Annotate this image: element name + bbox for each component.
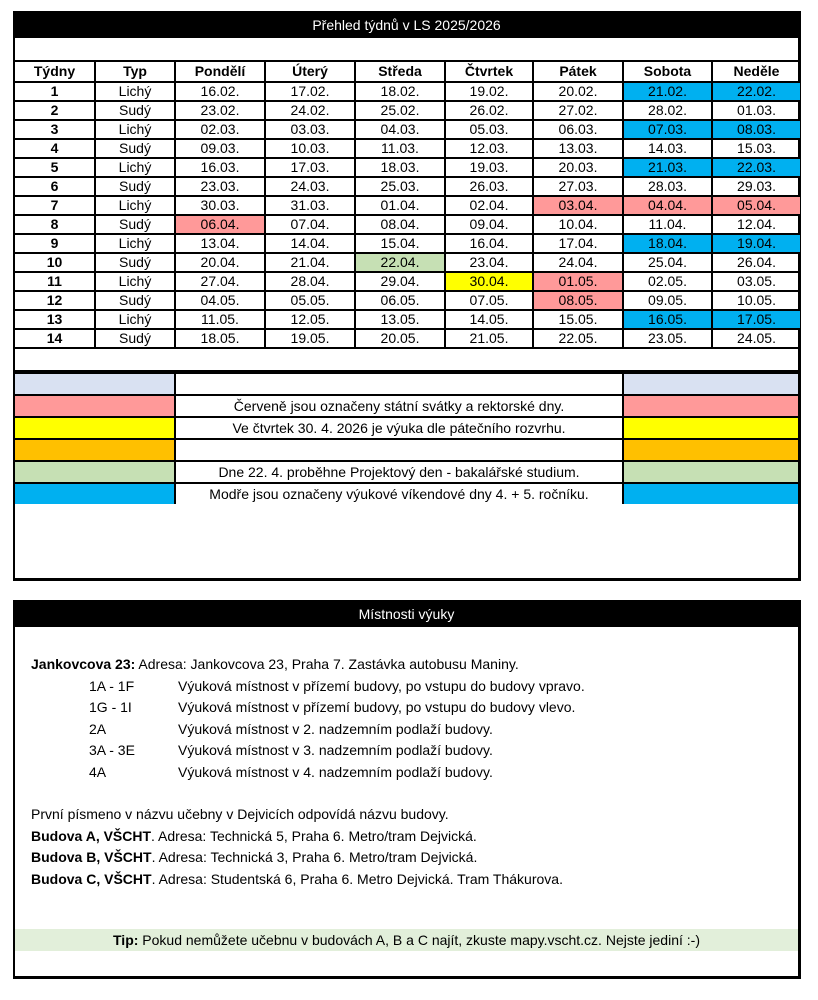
date-cell-saturday: 28.03. xyxy=(623,177,712,196)
date-cell-wednesday: 25.03. xyxy=(355,177,445,196)
date-cell-thursday: 30.04. xyxy=(445,272,533,291)
header-friday: Pátek xyxy=(533,62,623,82)
date-cell-tuesday: 07.04. xyxy=(265,215,355,234)
room-description: Výuková místnost v 4. nadzemním podlaží budovy. xyxy=(178,763,493,780)
room-item xyxy=(31,697,798,719)
room-code: 4A xyxy=(89,763,107,780)
date-cell-saturday: 11.04. xyxy=(623,215,712,234)
legend-row xyxy=(15,483,798,504)
building-b-line xyxy=(31,847,798,869)
date-cell-thursday: 09.04. xyxy=(445,215,533,234)
date-cell-sunday: 22.03. xyxy=(712,158,800,177)
date-cell-friday: 20.03. xyxy=(533,158,623,177)
weeks-panel-title: Přehled týdnů v LS 2025/2026 xyxy=(15,13,798,38)
date-cell-saturday: 04.04. xyxy=(623,196,712,215)
building-label: Budova C, VŠCHT xyxy=(31,870,152,887)
table-row xyxy=(15,158,800,177)
date-cell-monday: 02.03. xyxy=(175,120,265,139)
room-list xyxy=(31,676,798,784)
week-number: 3 xyxy=(15,120,95,139)
room-code: 3A - 3E xyxy=(89,742,135,758)
week-type: Sudý xyxy=(95,215,175,234)
date-cell-tuesday: 28.04. xyxy=(265,272,355,291)
date-cell-saturday: 21.02. xyxy=(623,82,712,101)
legend-swatch xyxy=(623,417,798,439)
week-type: Sudý xyxy=(95,139,175,158)
date-cell-tuesday: 10.03. xyxy=(265,139,355,158)
legend-text xyxy=(175,373,623,395)
date-cell-sunday: 08.03. xyxy=(712,120,800,139)
room-item xyxy=(31,719,798,741)
legend-text: Ve čtvrtek 30. 4. 2026 je výuka dle pátečního rozvrhu. xyxy=(175,417,623,439)
date-cell-sunday: 12.04. xyxy=(712,215,800,234)
date-cell-tuesday: 14.04. xyxy=(265,234,355,253)
date-cell-saturday: 02.05. xyxy=(623,272,712,291)
week-type: Sudý xyxy=(95,253,175,272)
jankovcova-line xyxy=(31,654,798,676)
legend-row xyxy=(15,461,798,483)
date-cell-thursday: 14.05. xyxy=(445,310,533,329)
room-item xyxy=(31,676,798,698)
table-row xyxy=(15,272,800,291)
date-cell-wednesday: 18.03. xyxy=(355,158,445,177)
room-code: 1A - 1F xyxy=(89,677,135,694)
date-cell-friday: 24.04. xyxy=(533,253,623,272)
date-cell-monday: 20.04. xyxy=(175,253,265,272)
week-number: 11 xyxy=(15,272,95,291)
table-row xyxy=(15,253,800,272)
date-cell-friday: 22.05. xyxy=(533,329,623,348)
date-cell-wednesday: 20.05. xyxy=(355,329,445,348)
legend-text xyxy=(175,439,623,461)
header-type: Typ xyxy=(95,62,175,82)
legend-swatch xyxy=(623,461,798,483)
date-cell-friday: 20.02. xyxy=(533,82,623,101)
date-cell-monday: 16.02. xyxy=(175,82,265,101)
date-cell-friday: 06.03. xyxy=(533,120,623,139)
date-cell-saturday: 25.04. xyxy=(623,253,712,272)
date-cell-thursday: 26.02. xyxy=(445,101,533,120)
dejvice-intro: První písmeno v názvu učebny v Dejvicích odpovídá názvu budovy. xyxy=(31,806,449,822)
date-cell-thursday: 16.04. xyxy=(445,234,533,253)
header-thursday: Čtvrtek xyxy=(445,62,533,82)
date-cell-monday: 27.04. xyxy=(175,272,265,291)
week-number: 14 xyxy=(15,329,95,348)
legend-row xyxy=(15,395,798,417)
date-cell-tuesday: 24.02. xyxy=(265,101,355,120)
blank-row xyxy=(15,38,798,62)
date-cell-monday: 16.03. xyxy=(175,158,265,177)
date-cell-saturday: 07.03. xyxy=(623,120,712,139)
building-a-line xyxy=(31,826,798,848)
date-cell-monday: 11.05. xyxy=(175,310,265,329)
date-cell-wednesday: 04.03. xyxy=(355,120,445,139)
legend-row xyxy=(15,417,798,439)
date-cell-monday: 04.05. xyxy=(175,291,265,310)
legend-text: Dne 22. 4. proběhne Projektový den - bakalářské studium. xyxy=(175,461,623,483)
building-text: . Adresa: Studentská 6, Praha 6. Metro Dejvická. Tram Thákurova. xyxy=(151,870,563,887)
date-cell-tuesday: 03.03. xyxy=(265,120,355,139)
date-cell-thursday: 19.02. xyxy=(445,82,533,101)
date-cell-sunday: 22.02. xyxy=(712,82,800,101)
rooms-panel xyxy=(13,600,801,979)
legend-swatch xyxy=(15,417,175,439)
date-cell-sunday: 10.05. xyxy=(712,291,800,310)
date-cell-wednesday: 06.05. xyxy=(355,291,445,310)
date-cell-tuesday: 17.03. xyxy=(265,158,355,177)
date-cell-tuesday: 19.05. xyxy=(265,329,355,348)
week-number: 9 xyxy=(15,234,95,253)
date-cell-sunday: 29.03. xyxy=(712,177,800,196)
date-cell-saturday: 09.05. xyxy=(623,291,712,310)
header-weeks: Týdny xyxy=(15,62,95,82)
date-cell-sunday: 26.04. xyxy=(712,253,800,272)
week-number: 2 xyxy=(15,101,95,120)
week-number: 13 xyxy=(15,310,95,329)
room-description: Výuková místnost v přízemí budovy, po vstupu do budovy vlevo. xyxy=(178,699,576,715)
date-cell-thursday: 02.04. xyxy=(445,196,533,215)
week-type: Lichý xyxy=(95,158,175,177)
date-cell-saturday: 23.05. xyxy=(623,329,712,348)
blank-row xyxy=(15,349,798,372)
room-description: Výuková místnost v 3. nadzemním podlaží budovy. xyxy=(178,742,493,758)
date-cell-friday: 15.05. xyxy=(533,310,623,329)
header-monday: Pondělí xyxy=(175,62,265,82)
date-cell-thursday: 19.03. xyxy=(445,158,533,177)
date-cell-tuesday: 31.03. xyxy=(265,196,355,215)
date-cell-tuesday: 12.05. xyxy=(265,310,355,329)
table-row xyxy=(15,82,800,101)
tip-text: Pokud nemůžete učebnu v budovách A, B a C najít, zkuste mapy.vscht.cz. Nejste jediní :-) xyxy=(138,932,700,948)
weeks-table-body xyxy=(15,82,800,348)
date-cell-friday: 17.04. xyxy=(533,234,623,253)
date-cell-friday: 03.04. xyxy=(533,196,623,215)
date-cell-monday: 06.04. xyxy=(175,215,265,234)
date-cell-saturday: 14.03. xyxy=(623,139,712,158)
date-cell-sunday: 05.04. xyxy=(712,196,800,215)
date-cell-tuesday: 24.03. xyxy=(265,177,355,196)
week-type: Lichý xyxy=(95,272,175,291)
building-text: . Adresa: Technická 3, Praha 6. Metro/tram Dejvická. xyxy=(151,849,478,865)
week-number: 8 xyxy=(15,215,95,234)
date-cell-saturday: 21.03. xyxy=(623,158,712,177)
date-cell-friday: 27.03. xyxy=(533,177,623,196)
week-number: 6 xyxy=(15,177,95,196)
tip-banner xyxy=(15,929,798,951)
week-number: 12 xyxy=(15,291,95,310)
week-type: Sudý xyxy=(95,329,175,348)
jankovcova-text: Adresa: Jankovcova 23, Praha 7. Zastávka autobusu Maniny. xyxy=(135,656,519,672)
rooms-body xyxy=(15,627,798,890)
week-type: Lichý xyxy=(95,196,175,215)
date-cell-monday: 09.03. xyxy=(175,139,265,158)
rooms-panel-title: Místnosti výuky xyxy=(15,602,798,627)
legend-swatch xyxy=(623,395,798,417)
date-cell-wednesday: 15.04. xyxy=(355,234,445,253)
date-cell-monday: 23.02. xyxy=(175,101,265,120)
date-cell-friday: 13.03. xyxy=(533,139,623,158)
table-row xyxy=(15,101,800,120)
legend-swatch xyxy=(623,373,798,395)
week-type: Lichý xyxy=(95,234,175,253)
room-code: 2A xyxy=(89,720,107,737)
date-cell-monday: 30.03. xyxy=(175,196,265,215)
date-cell-wednesday: 25.02. xyxy=(355,101,445,120)
table-row xyxy=(15,329,800,348)
date-cell-sunday: 17.05. xyxy=(712,310,800,329)
date-cell-thursday: 07.05. xyxy=(445,291,533,310)
table-row xyxy=(15,215,800,234)
date-cell-wednesday: 01.04. xyxy=(355,196,445,215)
date-cell-wednesday: 11.03. xyxy=(355,139,445,158)
table-header-row xyxy=(15,62,800,82)
building-text: . Adresa: Technická 5, Praha 6. Metro/tram Dejvická. xyxy=(151,827,477,844)
room-description: Výuková místnost v přízemí budovy, po vstupu do budovy vpravo. xyxy=(178,677,585,694)
date-cell-friday: 08.05. xyxy=(533,291,623,310)
legend-swatch xyxy=(15,461,175,483)
table-row xyxy=(15,196,800,215)
room-code: 1G - 1I xyxy=(89,699,132,715)
date-cell-tuesday: 17.02. xyxy=(265,82,355,101)
legend-swatch xyxy=(623,483,798,504)
table-row xyxy=(15,234,800,253)
date-cell-saturday: 16.05. xyxy=(623,310,712,329)
date-cell-sunday: 15.03. xyxy=(712,139,800,158)
week-type: Sudý xyxy=(95,291,175,310)
date-cell-wednesday: 13.05. xyxy=(355,310,445,329)
legend-row xyxy=(15,373,798,395)
date-cell-monday: 23.03. xyxy=(175,177,265,196)
date-cell-wednesday: 08.04. xyxy=(355,215,445,234)
week-type: Lichý xyxy=(95,120,175,139)
legend-text: Červeně jsou označeny státní svátky a rektorské dny. xyxy=(175,395,623,417)
table-row xyxy=(15,177,800,196)
date-cell-wednesday: 29.04. xyxy=(355,272,445,291)
tip-label: Tip: xyxy=(113,932,139,948)
jankovcova-label: Jankovcova 23: xyxy=(31,656,136,672)
week-number: 7 xyxy=(15,196,95,215)
date-cell-sunday: 03.05. xyxy=(712,272,800,291)
table-row xyxy=(15,139,800,158)
date-cell-friday: 10.04. xyxy=(533,215,623,234)
room-description: Výuková místnost v 2. nadzemním podlaží budovy. xyxy=(178,720,493,737)
date-cell-sunday: 19.04. xyxy=(712,234,800,253)
building-label: Budova A, VŠCHT xyxy=(31,827,152,844)
weeks-overview-panel xyxy=(13,11,801,581)
building-c-line xyxy=(31,869,798,891)
header-sunday: Neděle xyxy=(712,62,800,82)
date-cell-wednesday: 18.02. xyxy=(355,82,445,101)
week-number: 5 xyxy=(15,158,95,177)
table-row xyxy=(15,310,800,329)
building-label: Budova B, VŠCHT xyxy=(31,849,152,865)
week-type: Sudý xyxy=(95,177,175,196)
date-cell-monday: 18.05. xyxy=(175,329,265,348)
header-wednesday: Středa xyxy=(355,62,445,82)
date-cell-wednesday: 22.04. xyxy=(355,253,445,272)
date-cell-friday: 27.02. xyxy=(533,101,623,120)
week-type: Lichý xyxy=(95,310,175,329)
header-tuesday: Úterý xyxy=(265,62,355,82)
legend-swatch xyxy=(15,395,175,417)
week-number: 4 xyxy=(15,139,95,158)
weeks-table xyxy=(15,62,800,349)
week-number: 10 xyxy=(15,253,95,272)
legend-table xyxy=(15,372,798,504)
room-item xyxy=(31,740,798,762)
date-cell-tuesday: 21.04. xyxy=(265,253,355,272)
date-cell-thursday: 21.05. xyxy=(445,329,533,348)
legend-row xyxy=(15,439,798,461)
table-row xyxy=(15,120,800,139)
date-cell-thursday: 23.04. xyxy=(445,253,533,272)
date-cell-thursday: 12.03. xyxy=(445,139,533,158)
header-saturday: Sobota xyxy=(623,62,712,82)
week-type: Sudý xyxy=(95,101,175,120)
week-type: Lichý xyxy=(95,82,175,101)
date-cell-sunday: 01.03. xyxy=(712,101,800,120)
date-cell-monday: 13.04. xyxy=(175,234,265,253)
room-item xyxy=(31,762,798,784)
date-cell-tuesday: 05.05. xyxy=(265,291,355,310)
legend-swatch xyxy=(15,439,175,461)
legend-swatch xyxy=(15,483,175,504)
legend-text: Modře jsou označeny výukové víkendové dny 4. + 5. ročníku. xyxy=(175,483,623,504)
date-cell-saturday: 18.04. xyxy=(623,234,712,253)
date-cell-thursday: 26.03. xyxy=(445,177,533,196)
date-cell-sunday: 24.05. xyxy=(712,329,800,348)
date-cell-friday: 01.05. xyxy=(533,272,623,291)
week-number: 1 xyxy=(15,82,95,101)
legend-swatch xyxy=(15,373,175,395)
date-cell-saturday: 28.02. xyxy=(623,101,712,120)
date-cell-thursday: 05.03. xyxy=(445,120,533,139)
legend-swatch xyxy=(623,439,798,461)
table-row xyxy=(15,291,800,310)
